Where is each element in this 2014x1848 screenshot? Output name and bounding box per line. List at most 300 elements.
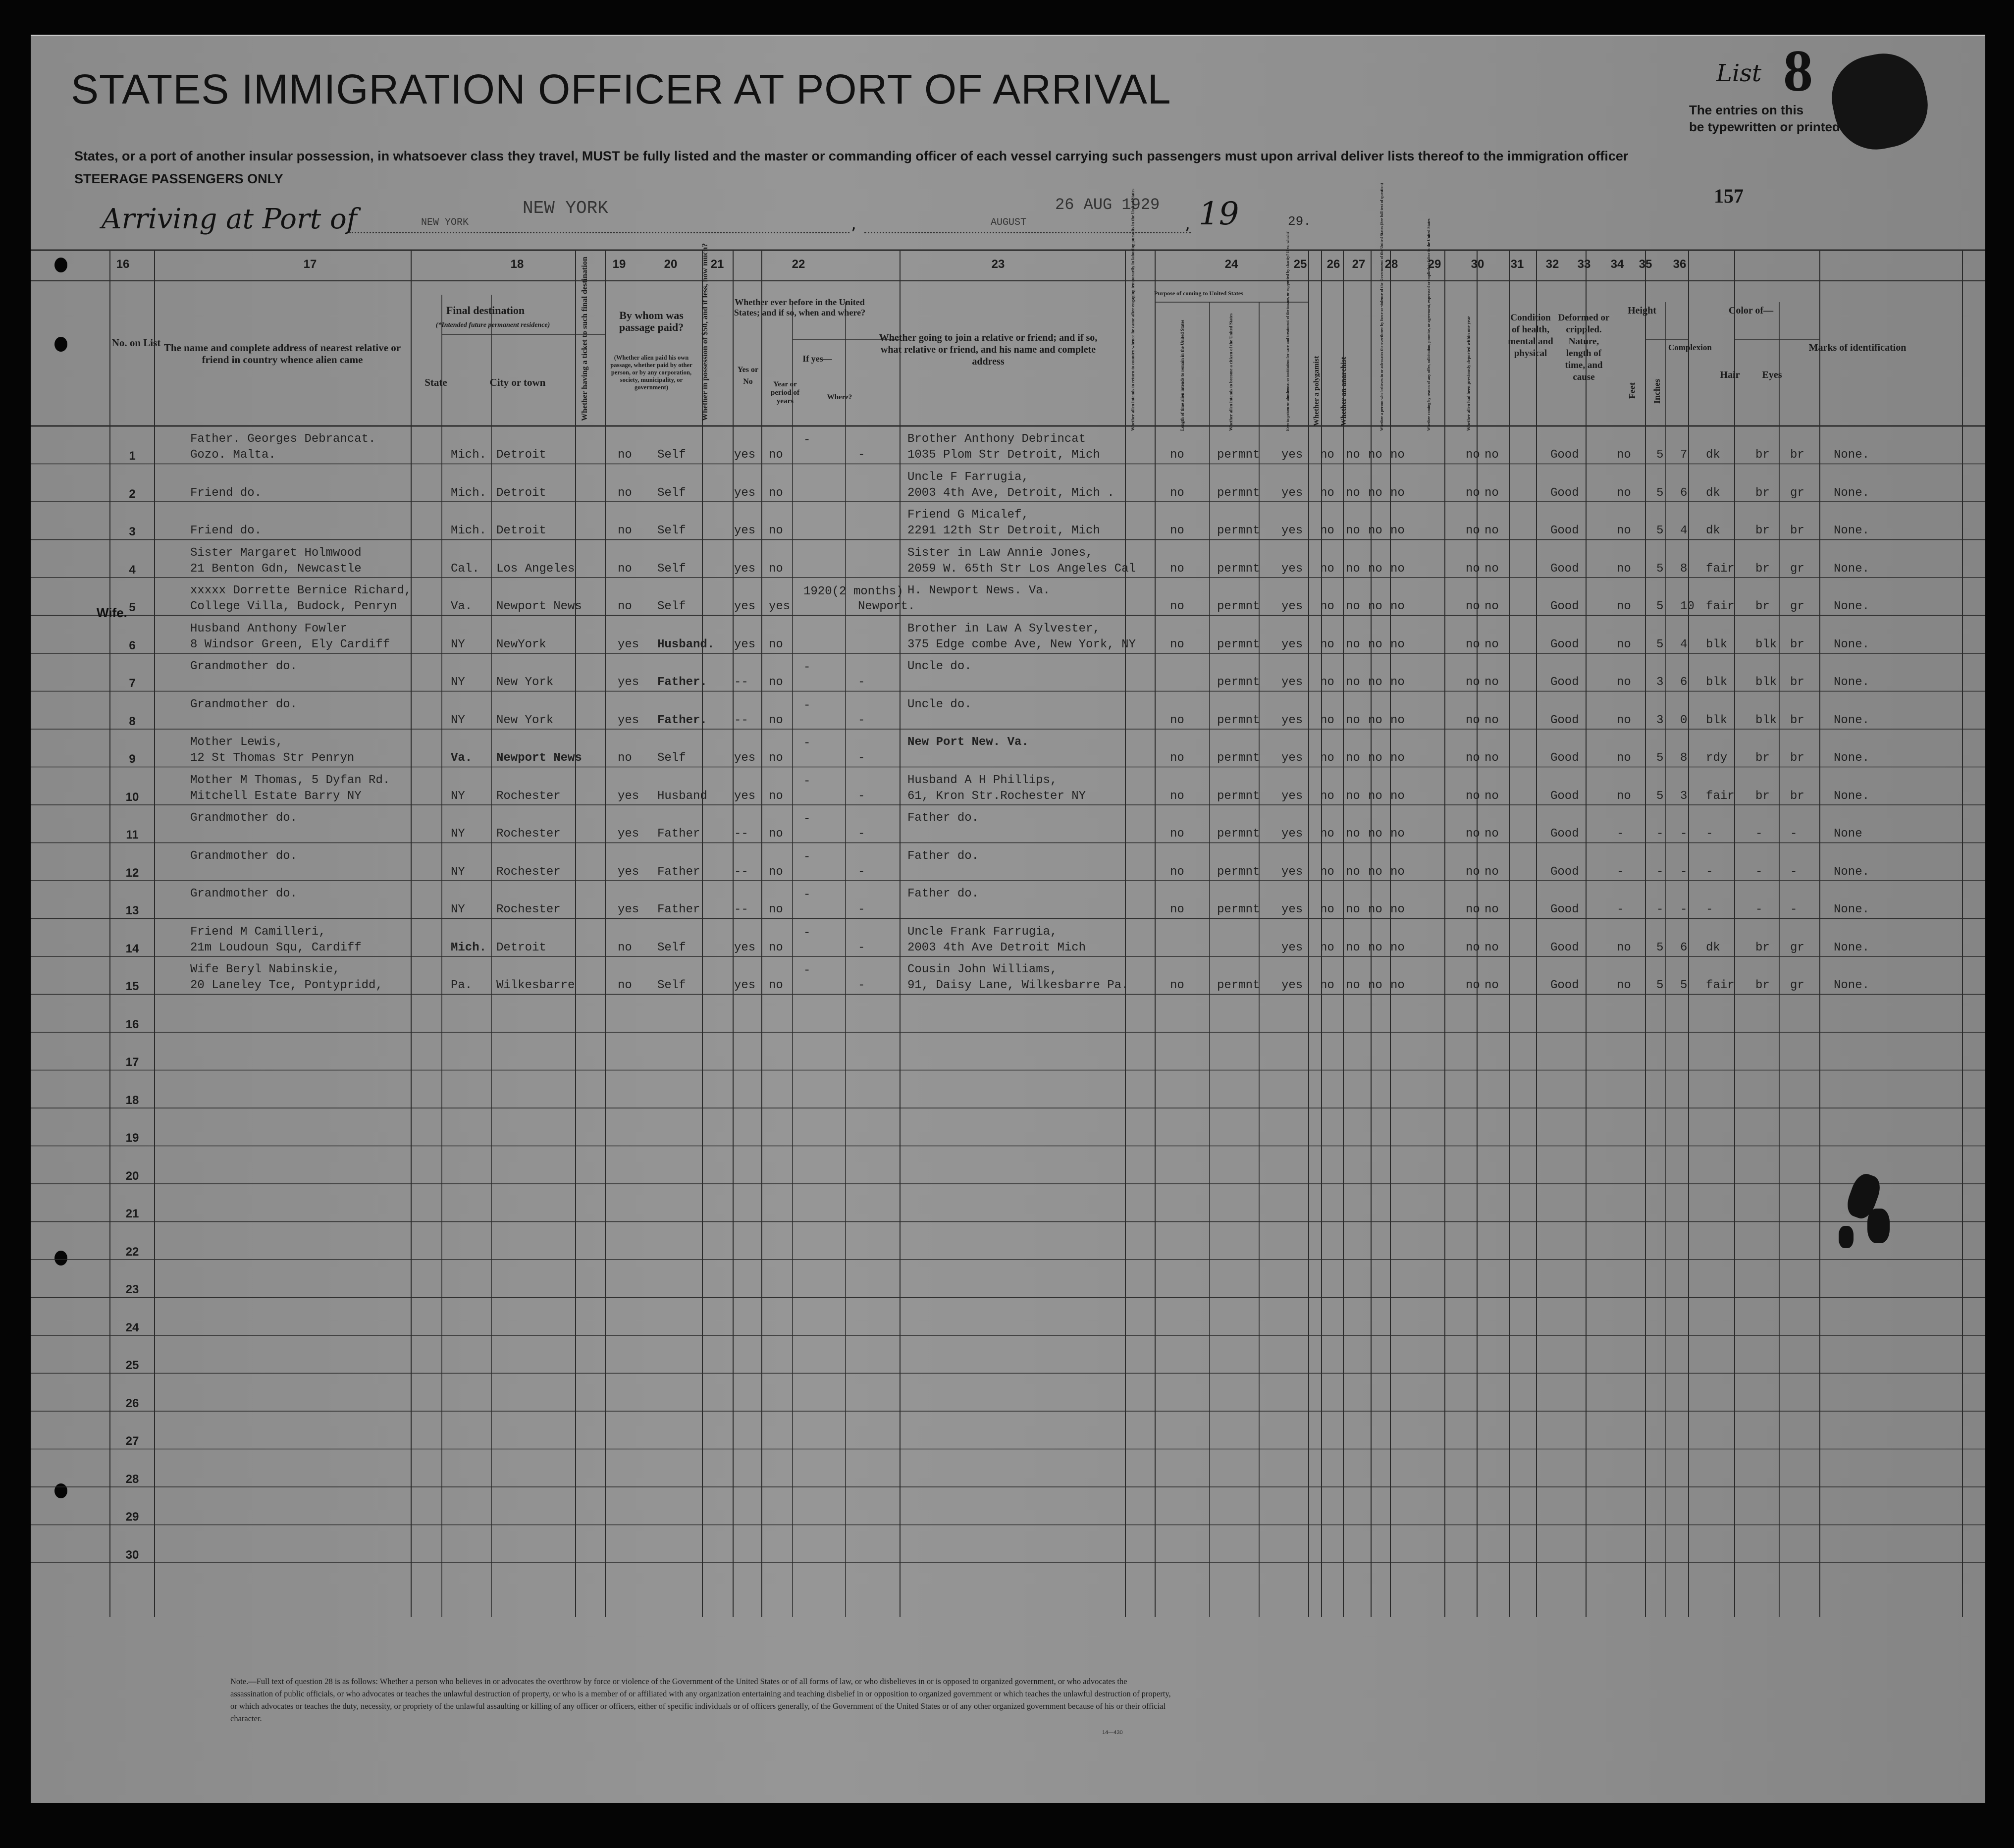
- before-value: no: [769, 903, 783, 916]
- height-feet: -: [1656, 903, 1664, 916]
- hair-value: br: [1755, 751, 1770, 765]
- purpose-length: permnt: [1217, 486, 1260, 500]
- join-name: Cousin John Williams,: [907, 963, 1058, 976]
- purpose-return: no: [1170, 827, 1184, 841]
- height-feet: 5: [1656, 524, 1664, 537]
- row-number: 7: [129, 677, 136, 690]
- join-name: Uncle F Farrugia,: [907, 470, 1029, 484]
- year-suffix: 29.: [1288, 214, 1311, 229]
- paid-by: Father: [657, 903, 700, 916]
- anarchist-value: no: [1368, 524, 1382, 537]
- relative-address: Friend do.: [190, 524, 262, 537]
- purpose-citizen: yes: [1281, 713, 1303, 727]
- marks-value: None.: [1834, 676, 1870, 689]
- height-feet: 5: [1656, 637, 1664, 651]
- ticket-value: no: [618, 448, 632, 462]
- question28-value: no: [1390, 637, 1405, 651]
- header-if-yes: If yes—: [802, 354, 832, 364]
- ticket-value: yes: [618, 827, 639, 841]
- column-number: 17: [303, 258, 317, 271]
- marks-value: None.: [1834, 789, 1870, 803]
- purpose-return: no: [1170, 751, 1184, 765]
- money-value: yes: [734, 751, 756, 765]
- header-ticket: Whether having a ticket to such final destination: [581, 257, 589, 421]
- join-name: Uncle do.: [907, 660, 972, 673]
- paid-by: Husband: [657, 789, 707, 803]
- purpose-length: permnt: [1217, 827, 1260, 841]
- hair-value: br: [1755, 600, 1770, 613]
- marks-value: None.: [1834, 562, 1870, 576]
- labor-offer-value: no: [1466, 713, 1480, 727]
- money-value: yes: [734, 637, 756, 651]
- row-number: 19: [125, 1131, 139, 1145]
- polygamist-value: no: [1346, 524, 1360, 537]
- marks-value: None.: [1834, 524, 1870, 537]
- relative-name: Grandmother do.: [190, 697, 298, 711]
- before-value: no: [769, 751, 783, 765]
- purpose-length: permnt: [1217, 713, 1260, 727]
- before-value: no: [769, 865, 783, 879]
- eyes-value: br: [1790, 751, 1804, 765]
- column-number: 27: [1352, 258, 1366, 271]
- marks-value: None.: [1834, 486, 1870, 500]
- money-value: --: [734, 676, 748, 689]
- marks-value: None: [1834, 827, 1862, 841]
- before-year: -: [803, 774, 811, 788]
- purpose-citizen: yes: [1281, 865, 1303, 879]
- ticket-value: no: [618, 486, 632, 500]
- deported-value: no: [1484, 865, 1499, 879]
- join-name: Sister in Law Annie Jones,: [907, 546, 1093, 560]
- header-health: Condition of health, mental and physical: [1508, 313, 1553, 359]
- column-number: 24: [1224, 258, 1238, 271]
- deported-value: no: [1484, 789, 1499, 803]
- ticket-value: yes: [618, 713, 639, 727]
- question28-value: no: [1390, 941, 1405, 954]
- column-number: 21: [710, 258, 724, 271]
- row-number: 23: [125, 1283, 139, 1296]
- row-number: 30: [125, 1548, 139, 1562]
- header-feet: Feet: [1627, 382, 1637, 399]
- row-number: 25: [125, 1359, 139, 1372]
- year-prefix: 19: [1199, 196, 1239, 232]
- row-number: 1: [129, 449, 136, 463]
- question28-value: no: [1390, 789, 1405, 803]
- destination-city: Los Angeles: [496, 562, 575, 576]
- header-marks: Marks of identification: [1808, 342, 1907, 353]
- paid-by: Father: [657, 827, 700, 841]
- footnote-question-28: Note.—Full text of question 28 is as follows: Whether a person who believes in or advocates the overthrow by force or violence of the Government of the United States or of all forms of law, or who disbelieves in or is opposed to organized government, or who advocates the assassination of public officials, or who advocates or teaches the unlawful destruction of property, or who is a member of or affiliated with any organization entertaining and teaching disbelief in or opposition to organized government or which teaches the unlawful destruction of property, or which advocates or teaches the duty, necessity, or propriety of the unlawful assaulting or killing of any officer or officers, either of specific individuals or of officers generally, of the Government of the United States or of any other organized government because of his or their official character.: [230, 1677, 1171, 1723]
- row-number: 22: [125, 1245, 139, 1259]
- deported-value: no: [1484, 448, 1499, 462]
- header-by-whom: By whom was passage paid?: [619, 309, 684, 333]
- height-feet: 5: [1656, 979, 1664, 992]
- join-name: Uncle Frank Farrugia,: [907, 925, 1058, 939]
- question28-value: no: [1390, 827, 1405, 841]
- labor-offer-value: no: [1466, 676, 1480, 689]
- money-value: yes: [734, 524, 756, 537]
- destination-state: Va.: [451, 751, 473, 765]
- purpose-length: permnt: [1217, 903, 1260, 916]
- before-year: 1920(2 months): [803, 585, 903, 598]
- paid-by: Self: [657, 600, 686, 613]
- row-number: 12: [125, 866, 139, 880]
- header-height: Height: [1628, 305, 1656, 316]
- purpose-citizen: yes: [1281, 751, 1303, 765]
- row-number: 13: [125, 904, 139, 917]
- health-value: Good: [1550, 524, 1579, 537]
- purpose-citizen: yes: [1281, 600, 1303, 613]
- labor-offer-value: no: [1466, 448, 1480, 462]
- deported-value: no: [1484, 751, 1499, 765]
- join-name: Brother Anthony Debrincat: [907, 432, 1086, 446]
- destination-city: Detroit: [496, 486, 546, 500]
- health-value: Good: [1550, 751, 1579, 765]
- header-relative: The name and complete address of nearest relative or friend in country whence alien came: [163, 342, 401, 366]
- purpose-length: permnt: [1217, 448, 1260, 462]
- paid-by: Father: [657, 865, 700, 879]
- hair-value: -: [1755, 865, 1763, 879]
- purpose-length: permnt: [1217, 562, 1260, 576]
- destination-state: NY: [451, 903, 465, 916]
- polygamist-value: no: [1346, 751, 1360, 765]
- prison-value: no: [1320, 827, 1334, 841]
- deported-value: no: [1484, 827, 1499, 841]
- labor-offer-value: no: [1466, 789, 1480, 803]
- destination-state: Cal.: [451, 562, 479, 576]
- row-number: 4: [129, 563, 136, 577]
- header-purpose-b: Length of time alien intends to remain in the United States: [1180, 319, 1185, 431]
- anarchist-value: no: [1368, 941, 1382, 954]
- money-value: yes: [734, 486, 756, 500]
- month-typed: AUGUST: [991, 217, 1027, 228]
- row-number: 18: [125, 1093, 139, 1107]
- money-value: --: [734, 865, 748, 879]
- join-name: H. Newport News. Va.: [907, 584, 1051, 597]
- purpose-length: permnt: [1217, 676, 1260, 689]
- purpose-citizen: yes: [1281, 562, 1303, 576]
- entries-note: The entries on this be typewritten or printed: [1689, 103, 1840, 134]
- header-yes-or-no: Yes or No: [737, 366, 759, 386]
- header-state: State: [424, 376, 447, 388]
- before-value: no: [769, 486, 783, 500]
- before-value: no: [769, 941, 783, 954]
- deported-value: no: [1484, 562, 1499, 576]
- purpose-return: no: [1170, 979, 1184, 992]
- question28-value: no: [1390, 676, 1405, 689]
- complexion-value: blk: [1706, 713, 1728, 727]
- column-number: 33: [1577, 258, 1591, 271]
- complexion-value: -: [1706, 865, 1713, 879]
- purpose-length: permnt: [1217, 789, 1260, 803]
- height-inches: -: [1680, 827, 1688, 841]
- before-value: no: [769, 827, 783, 841]
- relative-address: 20 Laneley Tce, Pontypridd,: [190, 979, 383, 992]
- paid-by: Self: [657, 448, 686, 462]
- before-value: no: [769, 979, 783, 992]
- health-value: Good: [1550, 562, 1579, 576]
- health-value: Good: [1550, 713, 1579, 727]
- join-address: 61, Kron Str.Rochester NY: [907, 789, 1086, 803]
- health-value: Good: [1550, 789, 1579, 803]
- before-where: -: [858, 979, 865, 992]
- labor-offer-value: no: [1466, 637, 1480, 651]
- anarchist-value: no: [1368, 676, 1382, 689]
- destination-state: NY: [451, 713, 465, 727]
- column-number: 25: [1293, 258, 1307, 271]
- column-number: 22: [792, 258, 805, 271]
- relative-name: Father. Georges Debrancat.: [190, 432, 376, 446]
- page-title: STATES IMMIGRATION OFFICER AT PORT OF ARRIVAL: [71, 66, 1171, 112]
- column-number: 16: [116, 258, 130, 271]
- header-city: City or town: [489, 376, 546, 388]
- before-year: -: [803, 698, 811, 712]
- deported-value: no: [1484, 637, 1499, 651]
- eyes-value: br: [1790, 676, 1804, 689]
- health-value: Good: [1550, 448, 1579, 462]
- height-feet: 5: [1656, 486, 1664, 500]
- ticket-value: yes: [618, 676, 639, 689]
- purpose-return: no: [1170, 713, 1184, 727]
- header-anarchist: Whether an anarchist: [1340, 357, 1348, 426]
- deformed-value: no: [1617, 562, 1631, 576]
- before-year: -: [803, 737, 811, 750]
- height-feet: 5: [1656, 562, 1664, 576]
- relative-address: Gozo. Malta.: [190, 448, 276, 462]
- purpose-return: no: [1170, 789, 1184, 803]
- purpose-return: no: [1170, 600, 1184, 613]
- height-feet: 5: [1656, 941, 1664, 954]
- row-number: 14: [125, 942, 139, 955]
- purpose-length: permnt: [1217, 751, 1260, 765]
- money-value: --: [734, 827, 748, 841]
- paid-by: Father.: [657, 713, 707, 727]
- prison-value: no: [1320, 562, 1334, 576]
- labor-offer-value: no: [1466, 600, 1480, 613]
- port-typed: NEW YORK: [421, 217, 469, 228]
- before-where: -: [858, 903, 865, 916]
- header-deformed: Deformed or crippled. Nature, length of time, and cause: [1558, 313, 1610, 382]
- labor-offer-value: no: [1466, 865, 1480, 879]
- purpose-return: no: [1170, 486, 1184, 500]
- join-name: Friend G Micalef,: [907, 508, 1029, 522]
- polygamist-value: no: [1346, 903, 1360, 916]
- before-where: -: [858, 713, 865, 727]
- eyes-value: -: [1790, 903, 1798, 916]
- destination-state: Pa.: [451, 979, 473, 992]
- deformed-value: no: [1617, 676, 1631, 689]
- join-name: New Port New. Va.: [907, 736, 1029, 749]
- anarchist-value: no: [1368, 979, 1382, 992]
- question28-value: no: [1390, 486, 1405, 500]
- row-number: 20: [125, 1169, 139, 1183]
- anarchist-value: no: [1368, 751, 1382, 765]
- purpose-length: permnt: [1217, 600, 1260, 613]
- join-address: 375 Edge combe Ave, New York, NY: [907, 637, 1136, 651]
- before-year: -: [803, 888, 811, 901]
- hair-value: br: [1755, 941, 1770, 954]
- row-number: 27: [125, 1434, 139, 1448]
- ticket-value: no: [618, 524, 632, 537]
- ink-blot: [1839, 1226, 1854, 1248]
- prison-value: no: [1320, 486, 1334, 500]
- purpose-return: no: [1170, 524, 1184, 537]
- marks-value: None.: [1834, 448, 1870, 462]
- join-address: 2291 12th Str Detroit, Mich: [907, 524, 1100, 537]
- deformed-value: no: [1617, 448, 1631, 462]
- height-inches: 4: [1680, 637, 1688, 651]
- ticket-value: no: [618, 941, 632, 954]
- deformed-value: no: [1617, 751, 1631, 765]
- eyes-value: br: [1790, 448, 1804, 462]
- before-where: -: [858, 941, 865, 954]
- deformed-value: no: [1617, 524, 1631, 537]
- anarchist-value: no: [1368, 865, 1382, 879]
- prison-value: no: [1320, 941, 1334, 954]
- header-prison: Ever in prison or almshouse, or institution for care and treatment of the insane, or supported by charity? If so, which?: [1285, 231, 1290, 431]
- header-hair: Hair: [1720, 370, 1740, 380]
- height-feet: 5: [1656, 751, 1664, 765]
- paid-by: Self: [657, 979, 686, 992]
- before-value: no: [769, 562, 783, 576]
- destination-state: Mich.: [451, 524, 487, 537]
- column-number: 36: [1673, 258, 1687, 271]
- marks-value: None.: [1834, 713, 1870, 727]
- labor-offer-value: no: [1466, 562, 1480, 576]
- relative-address: 21 Benton Gdn, Newcastle: [190, 562, 362, 576]
- relative-address: College Villa, Budock, Penryn: [190, 600, 397, 613]
- date-stamp: 26 AUG 1929: [1055, 196, 1160, 214]
- instruction-line: States, or a port of another insular possession, in whatsoever class they travel, MUST be fully listed and the master or commanding officer of each vessel carrying such passengers must upon arrival deliver lists thereof to the immigration officer: [74, 149, 1629, 163]
- polygamist-value: no: [1346, 562, 1360, 576]
- sheet-number: 157: [1714, 185, 1744, 207]
- join-address: 1035 Plom Str Detroit, Mich: [907, 448, 1100, 462]
- polygamist-value: no: [1346, 789, 1360, 803]
- anarchist-value: no: [1368, 486, 1382, 500]
- purpose-citizen: yes: [1281, 637, 1303, 651]
- destination-state: NY: [451, 637, 465, 651]
- paid-by: Self: [657, 751, 686, 765]
- before-value: no: [769, 524, 783, 537]
- relative-address: Friend do.: [190, 486, 262, 500]
- marks-value: None.: [1834, 637, 1870, 651]
- header-year-period: Year or period of years: [771, 380, 799, 405]
- prison-value: no: [1320, 524, 1334, 537]
- wife-marker: Wife.: [97, 605, 127, 620]
- polygamist-value: no: [1346, 637, 1360, 651]
- before-where: -: [858, 751, 865, 765]
- anarchist-value: no: [1368, 827, 1382, 841]
- paid-by: Father.: [657, 676, 707, 689]
- hair-value: blk: [1755, 713, 1777, 727]
- height-inches: 5: [1680, 979, 1688, 992]
- destination-state: NY: [451, 789, 465, 803]
- purpose-return: no: [1170, 903, 1184, 916]
- relative-name: Grandmother do.: [190, 887, 298, 900]
- height-inches: 6: [1680, 676, 1688, 689]
- purpose-length: permnt: [1217, 524, 1260, 537]
- prison-value: no: [1320, 637, 1334, 651]
- ticket-value: no: [618, 562, 632, 576]
- before-year: -: [803, 812, 811, 826]
- paid-by: Self: [657, 562, 686, 576]
- list-number: 8: [1783, 38, 1813, 104]
- health-value: Good: [1550, 903, 1579, 916]
- row-number: 9: [129, 752, 136, 766]
- eyes-value: -: [1790, 827, 1798, 841]
- ticket-value: no: [618, 600, 632, 613]
- hair-value: br: [1755, 789, 1770, 803]
- polygamist-value: no: [1346, 600, 1360, 613]
- purpose-length: permnt: [1217, 979, 1260, 992]
- paid-by: Self: [657, 941, 686, 954]
- prison-value: no: [1320, 751, 1334, 765]
- destination-city: New York: [496, 676, 554, 689]
- destination-city: Rochester: [496, 789, 561, 803]
- column-number: 31: [1510, 258, 1524, 271]
- before-value: no: [769, 789, 783, 803]
- ink-blot: [1867, 1209, 1890, 1243]
- health-value: Good: [1550, 979, 1579, 992]
- height-feet: 3: [1656, 676, 1664, 689]
- marks-value: None.: [1834, 865, 1870, 879]
- deformed-value: no: [1617, 486, 1631, 500]
- ticket-value: yes: [618, 865, 639, 879]
- height-inches: -: [1680, 865, 1688, 879]
- join-name: Brother in Law A Sylvester,: [907, 622, 1100, 635]
- anarchist-value: no: [1368, 713, 1382, 727]
- marks-value: None.: [1834, 979, 1870, 992]
- anarchist-value: no: [1368, 903, 1382, 916]
- eyes-value: gr: [1790, 486, 1804, 500]
- header-polygamist: Whether a polygamist: [1313, 356, 1321, 426]
- header-deported: Whether alien had been previously deported within one year: [1466, 316, 1471, 431]
- list-label: List: [1716, 59, 1762, 87]
- deformed-value: -: [1617, 865, 1624, 879]
- before-value: no: [769, 713, 783, 727]
- destination-city: Rochester: [496, 865, 561, 879]
- destination-city: Wilkesbarre: [496, 979, 575, 992]
- purpose-citizen: yes: [1281, 448, 1303, 462]
- destination-state: Mich.: [451, 448, 487, 462]
- marks-value: None.: [1834, 941, 1870, 954]
- column-number: 35: [1639, 258, 1652, 271]
- money-value: yes: [734, 600, 756, 613]
- relative-name: Grandmother do.: [190, 660, 298, 673]
- column-number: 18: [510, 258, 524, 271]
- deported-value: no: [1484, 524, 1499, 537]
- health-value: Good: [1550, 637, 1579, 651]
- complexion-value: dk: [1706, 941, 1720, 954]
- deported-value: no: [1484, 676, 1499, 689]
- deformed-value: no: [1617, 600, 1631, 613]
- complexion-value: -: [1706, 903, 1713, 916]
- complexion-value: blk: [1706, 637, 1728, 651]
- purpose-citizen: yes: [1281, 789, 1303, 803]
- height-inches: 8: [1680, 562, 1688, 576]
- polygamist-value: no: [1346, 713, 1360, 727]
- join-address: 91, Daisy Lane, Wilkesbarre Pa.: [907, 979, 1129, 992]
- anarchist-value: no: [1368, 600, 1382, 613]
- ticket-value: no: [618, 751, 632, 765]
- date-dotted-line: [864, 232, 1191, 233]
- height-inches: 10: [1680, 600, 1695, 613]
- column-number: 19: [612, 258, 626, 271]
- row-number: 29: [125, 1510, 139, 1524]
- prison-value: no: [1320, 789, 1334, 803]
- complexion-value: blk: [1706, 676, 1728, 689]
- header-no-on-list: No. on List: [111, 337, 161, 349]
